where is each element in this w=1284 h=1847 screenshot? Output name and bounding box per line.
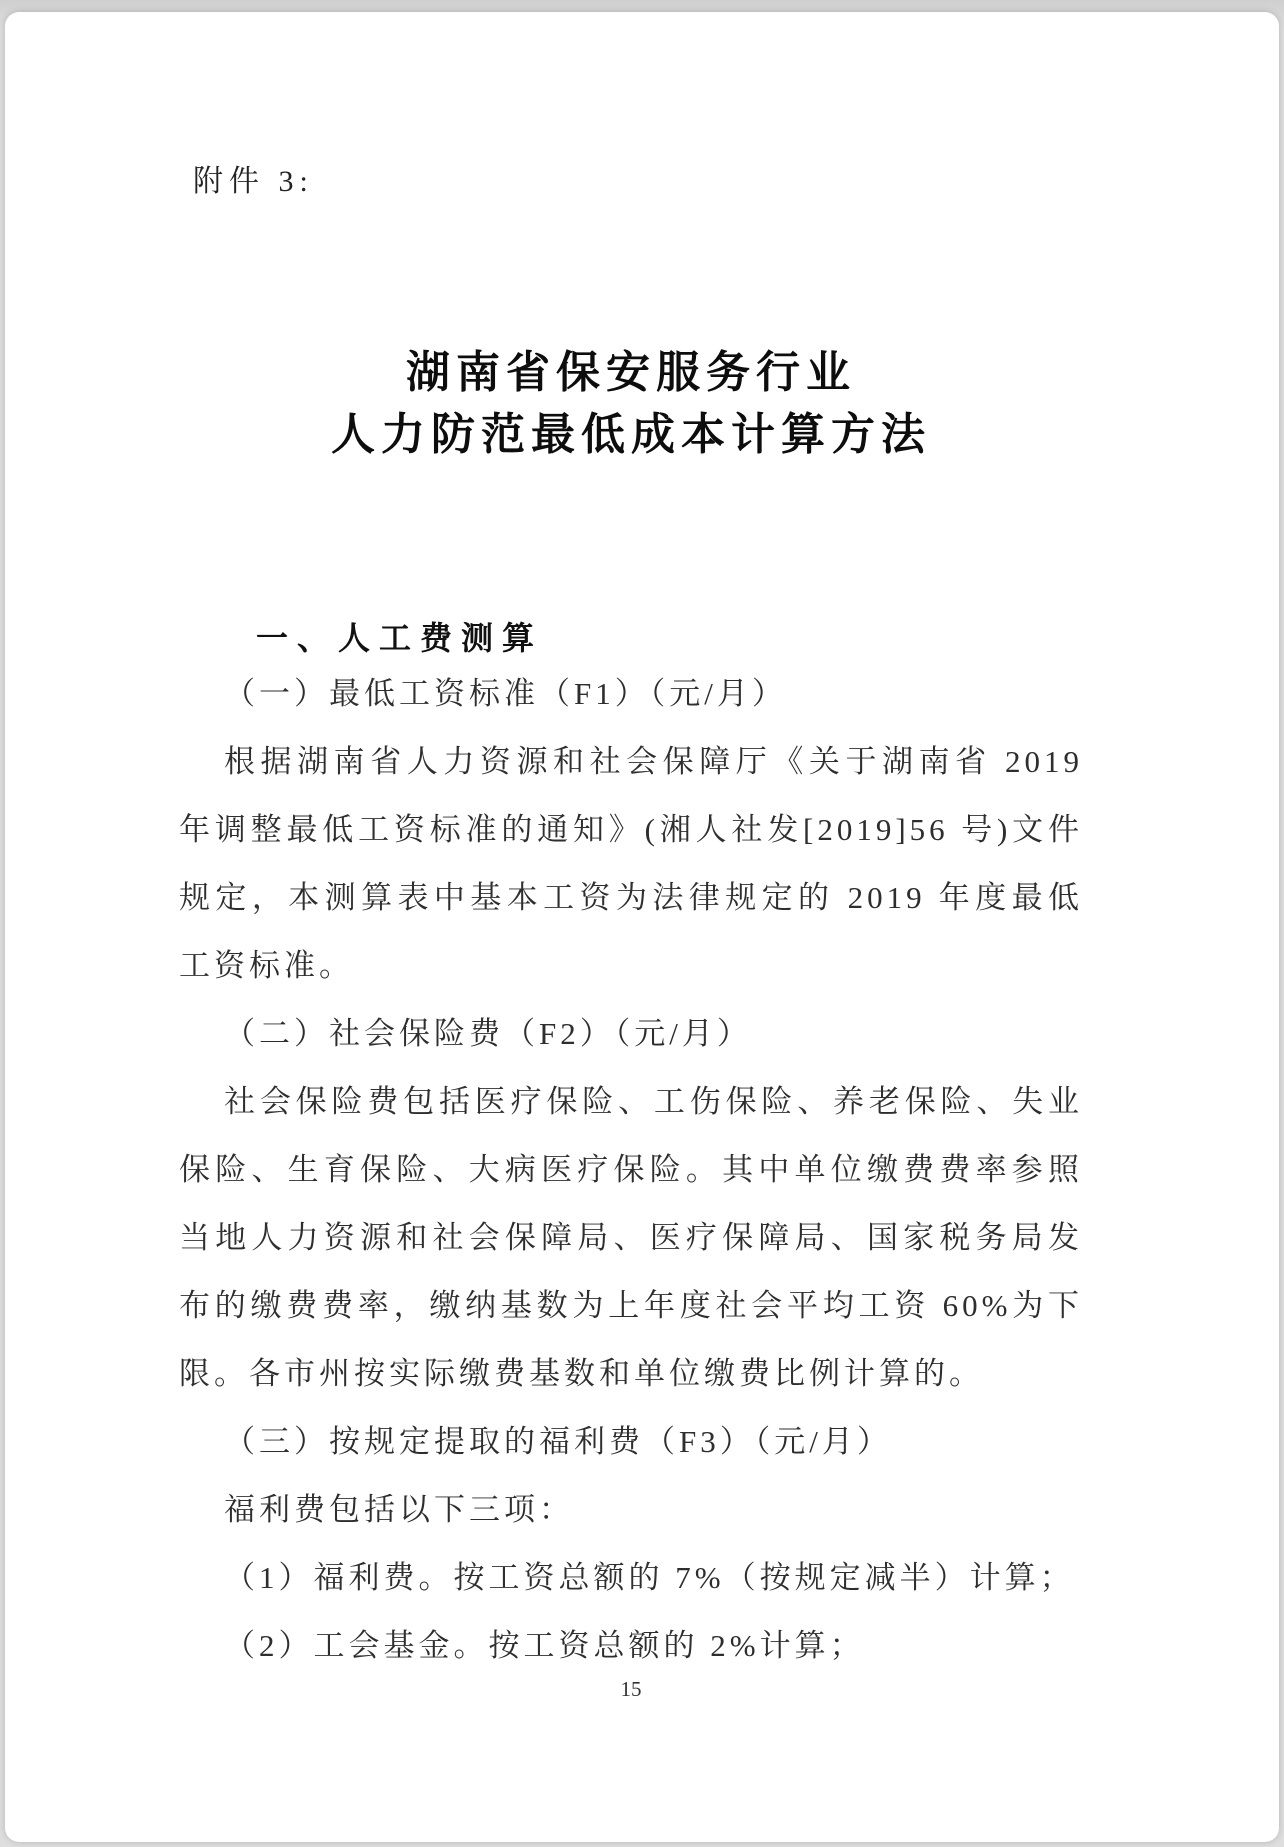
item-3-list-entry-1: （1）福利费。按工资总额的 7%（按规定减半）计算；	[224, 1560, 1075, 1595]
item-3-heading: （三）按规定提取的福利费（F3）（元/月）	[224, 1424, 892, 1459]
section-1-heading: 一、人工费测算	[256, 620, 544, 656]
page-number: 15	[620, 1677, 642, 1701]
document-page	[5, 12, 1279, 1842]
item-1-heading: （一）最低工资标准（F1）（元/月）	[224, 676, 787, 711]
document-content	[5, 12, 1279, 1680]
title-line-1: 湖南省保安服务行业	[406, 348, 856, 397]
item-3-list-entry-2: （2）工会基金。按工资总额的 2%计算；	[224, 1628, 865, 1663]
item-1-paragraph: 根据湖南省人力资源和社会保障厅《关于湖南省 2019 年调整最低工资标准的通知》(湘人社发[2019]56 号)文件规定，本测算表中基本工资为法律规定的 2019 年度最低工资标准。	[179, 744, 1083, 983]
document-title	[179, 342, 1083, 466]
item-2-paragraph: 社会保险费包括医疗保险、工伤保险、养老保险、失业保险、生育保险、大病医疗保险。其中单位缴费费率参照当地人力资源和社会保障局、医疗保障局、国家税务局发布的缴费费率，缴纳基数为上年度社会平均工资 60%为下限。各市州按实际缴费基数和单位缴费比例计算的。	[179, 1084, 1083, 1391]
page-footer	[179, 1674, 1083, 1704]
attachment-label: 附件 3:	[193, 165, 314, 198]
item-3-intro: 福利费包括以下三项：	[224, 1492, 574, 1527]
item-2-heading: （二）社会保险费（F2）（元/月）	[224, 1016, 752, 1051]
title-line-2: 人力防范最低成本计算方法	[331, 410, 931, 459]
